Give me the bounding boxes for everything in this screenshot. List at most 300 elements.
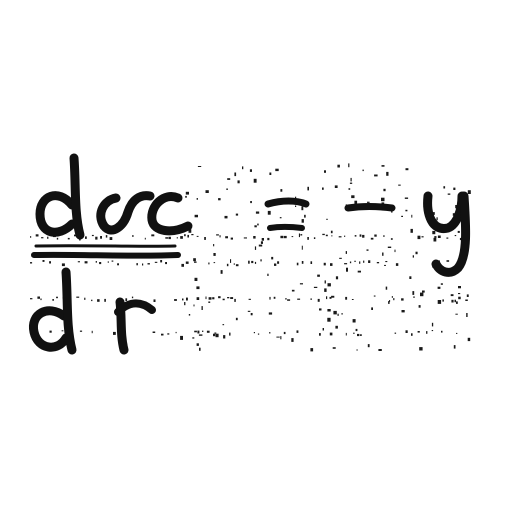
noise-speck xyxy=(227,264,229,266)
noise-speck xyxy=(214,262,216,263)
noise-speck xyxy=(234,299,236,302)
noise-speck xyxy=(186,262,189,264)
noise-speck xyxy=(446,238,448,239)
noise-speck xyxy=(223,335,225,338)
noise-speck xyxy=(216,334,219,338)
noise-speck xyxy=(267,238,269,240)
noise-speck xyxy=(451,294,454,296)
noise-speck xyxy=(331,296,334,298)
noise-speck xyxy=(418,331,420,333)
noise-speck xyxy=(322,234,325,235)
noise-speck xyxy=(346,333,347,336)
noise-speck xyxy=(388,247,391,248)
noise-speck xyxy=(85,261,88,263)
noise-speck xyxy=(371,238,374,240)
noise-speck xyxy=(360,234,362,236)
noise-speck xyxy=(386,172,388,176)
noise-speck xyxy=(458,293,460,294)
noise-speck xyxy=(280,236,283,238)
noise-speck xyxy=(348,163,349,167)
noise-speck xyxy=(199,334,203,335)
noise-speck xyxy=(318,299,320,302)
noise-speck xyxy=(310,348,313,351)
noise-speck xyxy=(216,234,219,235)
noise-speck xyxy=(422,291,425,293)
noise-speck xyxy=(100,236,102,239)
noise-speck xyxy=(386,287,388,290)
noise-speck xyxy=(192,337,194,338)
noise-speck xyxy=(180,336,183,340)
noise-speck xyxy=(396,263,398,266)
noise-speck xyxy=(189,314,190,316)
noise-speck xyxy=(300,283,303,284)
noise-speck xyxy=(180,236,183,239)
equals-sign xyxy=(268,201,306,228)
noise-speck xyxy=(68,238,70,240)
noise-speck xyxy=(331,231,333,234)
noise-speck xyxy=(356,329,358,331)
noise-speck xyxy=(195,278,198,281)
noise-speck xyxy=(197,297,200,300)
noise-speck xyxy=(174,299,177,301)
noise-speck xyxy=(412,291,414,295)
noise-speck xyxy=(225,236,228,238)
noise-speck xyxy=(393,298,394,300)
noise-speck xyxy=(274,297,276,299)
noise-speck xyxy=(49,261,51,263)
noise-speck xyxy=(377,262,379,263)
noise-speck xyxy=(212,297,214,299)
noise-speck xyxy=(221,270,223,274)
noise-speck xyxy=(401,298,404,300)
noise-speck xyxy=(259,245,262,247)
noise-speck xyxy=(209,297,212,300)
noise-speck xyxy=(406,168,409,170)
noise-speck xyxy=(30,262,32,263)
noise-speck xyxy=(368,344,370,347)
noise-speck xyxy=(191,234,193,235)
noise-speck xyxy=(213,244,214,246)
noise-speck xyxy=(234,263,235,264)
noise-speck xyxy=(314,287,317,288)
noise-speck xyxy=(95,237,97,240)
noise-speck xyxy=(37,297,40,299)
noise-speck xyxy=(395,250,396,253)
noise-speck xyxy=(458,297,461,300)
noise-speck xyxy=(328,283,331,286)
noise-speck xyxy=(104,299,106,302)
noise-speck xyxy=(108,261,109,262)
noise-speck xyxy=(354,261,355,262)
noise-speck xyxy=(280,189,282,192)
noise-speck xyxy=(186,298,188,301)
noise-speck xyxy=(448,194,451,195)
noise-speck xyxy=(258,334,259,335)
noise-speck xyxy=(57,238,58,240)
noise-speck xyxy=(62,330,64,331)
noise-speck xyxy=(284,332,286,334)
noise-speck xyxy=(285,298,287,299)
noise-speck xyxy=(271,257,273,260)
noise-speck xyxy=(411,333,413,336)
noise-speck xyxy=(196,286,199,289)
noise-speck xyxy=(374,235,376,237)
noise-speck xyxy=(160,260,162,262)
noise-speck xyxy=(50,331,52,333)
noise-speck xyxy=(411,215,412,218)
noise-speck xyxy=(426,331,427,334)
noise-speck xyxy=(358,271,361,273)
noise-speck xyxy=(204,237,206,240)
noise-speck xyxy=(368,260,370,263)
noise-speck xyxy=(317,275,320,277)
noise-speck xyxy=(136,263,138,265)
noise-speck xyxy=(455,300,457,303)
noise-speck xyxy=(92,331,93,333)
noise-speck xyxy=(391,238,393,240)
noise-speck xyxy=(207,331,210,333)
noise-speck xyxy=(47,237,48,239)
noise-speck xyxy=(99,262,101,264)
noise-speck xyxy=(229,333,230,336)
noise-speck xyxy=(432,323,433,327)
noise-speck xyxy=(416,252,418,255)
noise-speck xyxy=(84,298,85,300)
noise-speck xyxy=(269,332,270,333)
noise-speck xyxy=(249,299,251,300)
noise-speck xyxy=(327,318,330,322)
noise-speck xyxy=(367,202,370,203)
noise-speck xyxy=(236,214,238,216)
noise-speck xyxy=(292,236,294,237)
noise-speck xyxy=(202,331,203,332)
noise-speck xyxy=(208,302,210,303)
noise-speck xyxy=(96,261,97,263)
noise-speck xyxy=(276,337,279,338)
noise-speck xyxy=(360,334,362,336)
noise-speck xyxy=(324,288,326,292)
noise-speck xyxy=(371,307,373,310)
noise-speck xyxy=(467,294,469,297)
noise-speck xyxy=(230,297,233,299)
noise-speck xyxy=(357,334,359,336)
noise-speck xyxy=(287,299,290,301)
noise-speck xyxy=(269,297,270,300)
noise-speck xyxy=(186,192,189,195)
noise-speck xyxy=(325,280,326,283)
noise-speck xyxy=(352,299,354,300)
noise-speck xyxy=(382,165,385,167)
noise-speck xyxy=(251,261,253,263)
noise-speck xyxy=(142,264,143,266)
noise-speck xyxy=(341,313,342,314)
noise-speck xyxy=(362,235,364,238)
noise-speck xyxy=(202,306,203,310)
noise-speck xyxy=(297,263,299,266)
noise-speck xyxy=(333,311,336,315)
noise-speck xyxy=(280,217,282,218)
noise-speck xyxy=(43,260,45,262)
noise-speck xyxy=(455,314,457,315)
noise-speck xyxy=(236,264,239,266)
denominator-dt xyxy=(33,272,152,350)
noise-speck xyxy=(458,231,460,233)
noise-speck xyxy=(151,234,154,236)
noise-speck xyxy=(41,237,43,238)
noise-speck xyxy=(335,326,338,329)
noise-speck xyxy=(113,332,116,335)
fraction-bar xyxy=(34,246,178,256)
noise-speck xyxy=(148,263,150,264)
noise-speck xyxy=(367,249,369,250)
noise-speck xyxy=(284,236,287,238)
noise-speck xyxy=(344,236,345,237)
noise-speck xyxy=(227,297,229,298)
noise-speck xyxy=(353,333,354,334)
noise-speck xyxy=(197,331,199,334)
noise-speck xyxy=(275,169,278,171)
noise-speck xyxy=(355,235,357,237)
noise-speck xyxy=(292,290,295,292)
noise-speck xyxy=(231,238,233,240)
noise-speck xyxy=(260,259,261,261)
noise-speck xyxy=(91,300,92,301)
noise-speck xyxy=(385,261,387,262)
noise-speck xyxy=(337,165,340,168)
noise-speck xyxy=(132,235,134,236)
noise-speck xyxy=(30,236,31,238)
noise-speck xyxy=(194,262,197,263)
noise-speck xyxy=(255,246,256,250)
noise-speck xyxy=(300,234,302,235)
noise-speck xyxy=(351,195,354,198)
noise-speck xyxy=(468,338,471,341)
noise-speck xyxy=(62,263,65,266)
noise-speck xyxy=(466,313,467,317)
noise-speck xyxy=(254,332,255,333)
noise-speck xyxy=(206,190,209,193)
noise-speck xyxy=(36,234,39,236)
noise-speck xyxy=(327,309,330,312)
noise-speck xyxy=(277,261,279,264)
noise-speck xyxy=(442,299,444,301)
noise-speck xyxy=(326,219,328,220)
noise-speck xyxy=(438,300,441,304)
noise-speck xyxy=(262,238,264,241)
noise-speck xyxy=(97,299,100,302)
noise-speck xyxy=(359,261,360,263)
noise-speck xyxy=(195,215,198,218)
noise-speck xyxy=(351,178,352,182)
noise-speck xyxy=(401,216,403,217)
noise-speck xyxy=(40,299,41,301)
noise-speck xyxy=(438,236,441,239)
noise-speck xyxy=(56,297,58,299)
noise-speck xyxy=(465,300,468,302)
noise-speck xyxy=(383,189,385,191)
noise-speck xyxy=(350,262,351,264)
noise-speck xyxy=(169,237,171,239)
noise-speck xyxy=(213,253,215,256)
noise-speck xyxy=(177,237,178,238)
noise-speck xyxy=(302,246,303,250)
numerator-dx xyxy=(40,158,188,235)
noise-speck xyxy=(378,349,381,351)
noise-speck xyxy=(331,235,332,236)
noise-speck xyxy=(106,235,108,238)
noise-speck xyxy=(307,187,309,191)
noise-speck xyxy=(441,283,443,285)
noise-speck xyxy=(447,260,450,262)
noise-speck xyxy=(405,210,407,212)
noise-speck xyxy=(155,262,158,263)
noise-speck xyxy=(197,236,199,237)
noise-speck xyxy=(420,293,423,297)
noise-speck xyxy=(269,312,272,314)
noise-speck xyxy=(297,299,300,300)
noise-speck xyxy=(218,296,221,298)
noise-speck xyxy=(223,324,225,325)
noise-speck xyxy=(374,175,378,177)
noise-speck xyxy=(236,318,238,320)
noise-speck xyxy=(432,330,433,331)
noise-speck xyxy=(398,185,401,186)
noise-speck xyxy=(350,183,352,184)
noise-speck xyxy=(206,297,207,300)
noise-speck xyxy=(346,268,348,272)
noise-speck xyxy=(302,219,304,223)
noise-speck xyxy=(438,287,441,289)
noise-speck xyxy=(30,298,32,299)
noise-speck xyxy=(434,236,436,238)
noise-speck xyxy=(52,299,54,301)
noise-speck xyxy=(220,235,221,237)
minus-sign xyxy=(348,207,392,209)
noise-speck xyxy=(419,305,421,308)
noise-speck xyxy=(256,212,259,214)
noise-speck xyxy=(307,237,309,240)
noise-speck xyxy=(319,308,322,310)
noise-speck xyxy=(257,224,259,226)
noise-speck xyxy=(409,276,411,279)
noise-speck xyxy=(335,185,338,188)
noise-speck xyxy=(319,333,321,336)
noise-speck xyxy=(176,332,177,333)
noise-speck xyxy=(254,225,256,227)
noise-speck xyxy=(280,336,281,339)
noise-speck xyxy=(165,237,168,239)
noise-speck xyxy=(250,201,252,203)
noise-speck xyxy=(254,179,257,183)
noise-speck xyxy=(302,261,304,264)
noise-speck xyxy=(248,311,251,312)
noise-speck xyxy=(311,298,312,300)
noise-speck xyxy=(468,190,471,194)
noise-speck xyxy=(384,265,386,266)
noise-speck xyxy=(441,331,443,333)
noise-speck xyxy=(117,263,119,265)
noise-speck xyxy=(458,286,461,288)
noise-speck xyxy=(154,299,156,302)
noise-speck xyxy=(253,236,255,239)
noise-speck xyxy=(339,258,342,259)
noise-speck xyxy=(251,313,253,315)
noise-speck xyxy=(324,170,326,173)
noise-speck xyxy=(432,231,435,234)
noise-speck xyxy=(353,319,356,322)
noise-speck xyxy=(78,261,80,262)
noise-speck xyxy=(418,236,421,239)
noise-speck xyxy=(454,345,456,349)
noise-speck xyxy=(218,198,221,200)
noise-speck xyxy=(194,305,195,307)
noise-speck xyxy=(242,166,243,169)
noise-speck xyxy=(187,235,189,238)
noise-speck xyxy=(304,215,306,218)
noise-speck xyxy=(85,236,87,239)
noise-speck xyxy=(395,333,397,334)
noise-speck xyxy=(184,234,186,236)
noise-speck xyxy=(437,217,438,220)
noise-speck xyxy=(261,241,263,244)
noise-speck xyxy=(456,333,457,334)
noise-speck xyxy=(455,235,457,236)
noise-speck xyxy=(339,236,342,237)
noise-speck xyxy=(250,169,252,172)
noise-speck xyxy=(274,264,276,266)
noise-speck xyxy=(80,331,82,332)
noise-speck xyxy=(295,206,296,208)
noise-speck xyxy=(456,301,458,304)
noise-speck xyxy=(326,235,328,237)
noise-speck xyxy=(381,198,385,202)
noise-speck xyxy=(363,261,364,263)
noise-speck xyxy=(434,238,437,242)
noise-speck xyxy=(227,178,230,180)
noise-speck xyxy=(223,299,225,301)
noise-speck xyxy=(388,301,390,304)
noise-speck xyxy=(167,333,169,334)
noise-speck xyxy=(193,258,196,261)
noise-speck xyxy=(214,333,216,334)
noise-speck xyxy=(268,211,271,215)
noise-speck xyxy=(406,330,408,333)
noise-speck xyxy=(208,263,209,265)
noise-speck xyxy=(132,297,133,299)
noise-speck xyxy=(225,216,228,219)
noise-speck xyxy=(344,263,347,264)
noise-speck xyxy=(110,237,113,240)
noise-speck xyxy=(297,330,299,333)
noise-speck xyxy=(194,331,197,333)
noise-speck xyxy=(323,328,324,331)
noise-speck xyxy=(311,261,313,264)
noise-speck xyxy=(326,296,327,299)
noise-speck xyxy=(76,297,79,298)
noise-speck xyxy=(234,173,236,177)
noise-speck xyxy=(451,300,453,303)
noise-speck xyxy=(413,255,414,257)
noise-speck xyxy=(182,299,184,301)
noise-speck xyxy=(255,262,256,264)
noise-speck xyxy=(230,259,231,263)
noise-speck xyxy=(346,251,347,254)
noise-speck xyxy=(314,237,315,239)
noise-speck xyxy=(244,237,247,238)
noise-speck xyxy=(333,347,336,349)
noise-speck xyxy=(181,264,184,267)
noise-speck xyxy=(453,188,455,190)
